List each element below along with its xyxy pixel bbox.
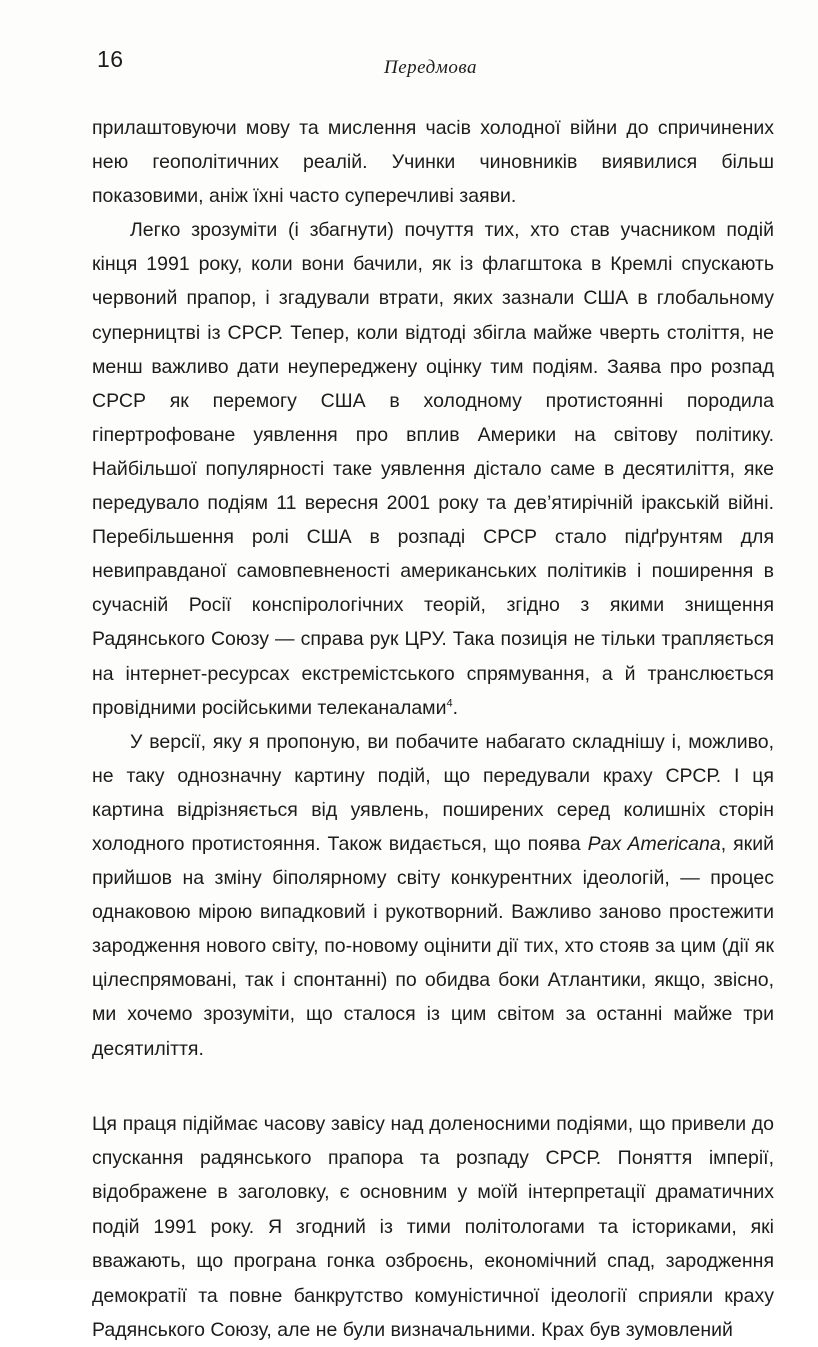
paragraph-2 bbox=[92, 213, 774, 724]
page-number: 16 bbox=[97, 46, 124, 72]
running-head: Передмова bbox=[384, 57, 477, 78]
paragraph-3-text-a: У версії, яку я пропоную, ви побачите набагато складнішу і, можливо, не таку однозначну картину подій, що передували краху СРСР. І ця картина відрізняється від уявлень, поширених серед колишніх сторін холодного протистояння. Також видається, що поява bbox=[92, 730, 774, 855]
paragraph-3 bbox=[92, 725, 774, 1066]
footnote-marker: 4 bbox=[446, 697, 453, 710]
paragraph-2-text: Легко зрозуміти (і збагнути) почуття тих, хто став учасником подій кінця 1991 року, коли вони бачили, як із флагштока в Кремлі спускають червоний прапор, і згадували втрати, яких зазнали США в глобальному суперництві із СРСР. Тепер, коли відтоді збігла майже чверть століття, не менш важливо дати неупереджену оцінку тим подіям. Заява про розпад СРСР як перемогу США в холодному протистоянні породила гіпертрофоване уявлення про вплив Америки на світову політику. Найбільшої популярності таке уявлення дістало саме в десятиліття, яке передувало подіям 11 вересня 2001 року та дев’ятирічній іракській війні. Перебільшення ролі США в розпаді СРСР стало підґрунтям для невиправданої самовпевненості американських політиків і поширення в сучасній Росії конспірологічних теорій, згідно з якими знищення Радянського Союзу — справа рук ЦРУ. Така позиція не тільки трапляється на інтернет-ресурсах екстремістського спрямування, а й транслюється провідними російськими телеканалами bbox=[92, 219, 774, 719]
body-text bbox=[92, 111, 774, 1347]
italic-term: Pax Americana bbox=[587, 832, 721, 855]
paragraph-4: Ця праця підіймає часову завісу над доленосними подіями, що привели до спускання радянського прапора та розпаду СРСР. Поняття імперії, відображене в заголовку, є основним у моїй інтерпретації драматичних подій 1991 року. Я згодний із тими політологами та істориками, які вважають, що програна гонка озброєнь, економічний спад, зародження демократії та повне банкрутство комуністичної ідеології сприяли краху Радянського Союзу, але не були визначальними. Крах був зумовлений bbox=[92, 1112, 774, 1342]
paragraph-3-text-b: , який прийшов на зміну біполярному світу конкурентних ідеологій, — процес однаковою мірою випадковий і рукотворний. Важливо заново простежити зародження нового світу, по-новому оцінити дії тих, хто стояв за цим (дії як цілеспрямовані, так і спонтанні) по обидва боки Атлантики, якщо, звісно, ми хочемо зрозуміти, що сталося із цим світом за останні майже три десятиліття. bbox=[92, 832, 774, 1060]
paragraph-2-end: . bbox=[452, 696, 459, 719]
paragraph-1: прилаштовуючи мову та мислення часів холодної війни до спричинених нею геополітичних реалій. Учинки чиновників виявилися більш показовими, аніж їхні часто суперечливі заяви. bbox=[92, 117, 774, 208]
